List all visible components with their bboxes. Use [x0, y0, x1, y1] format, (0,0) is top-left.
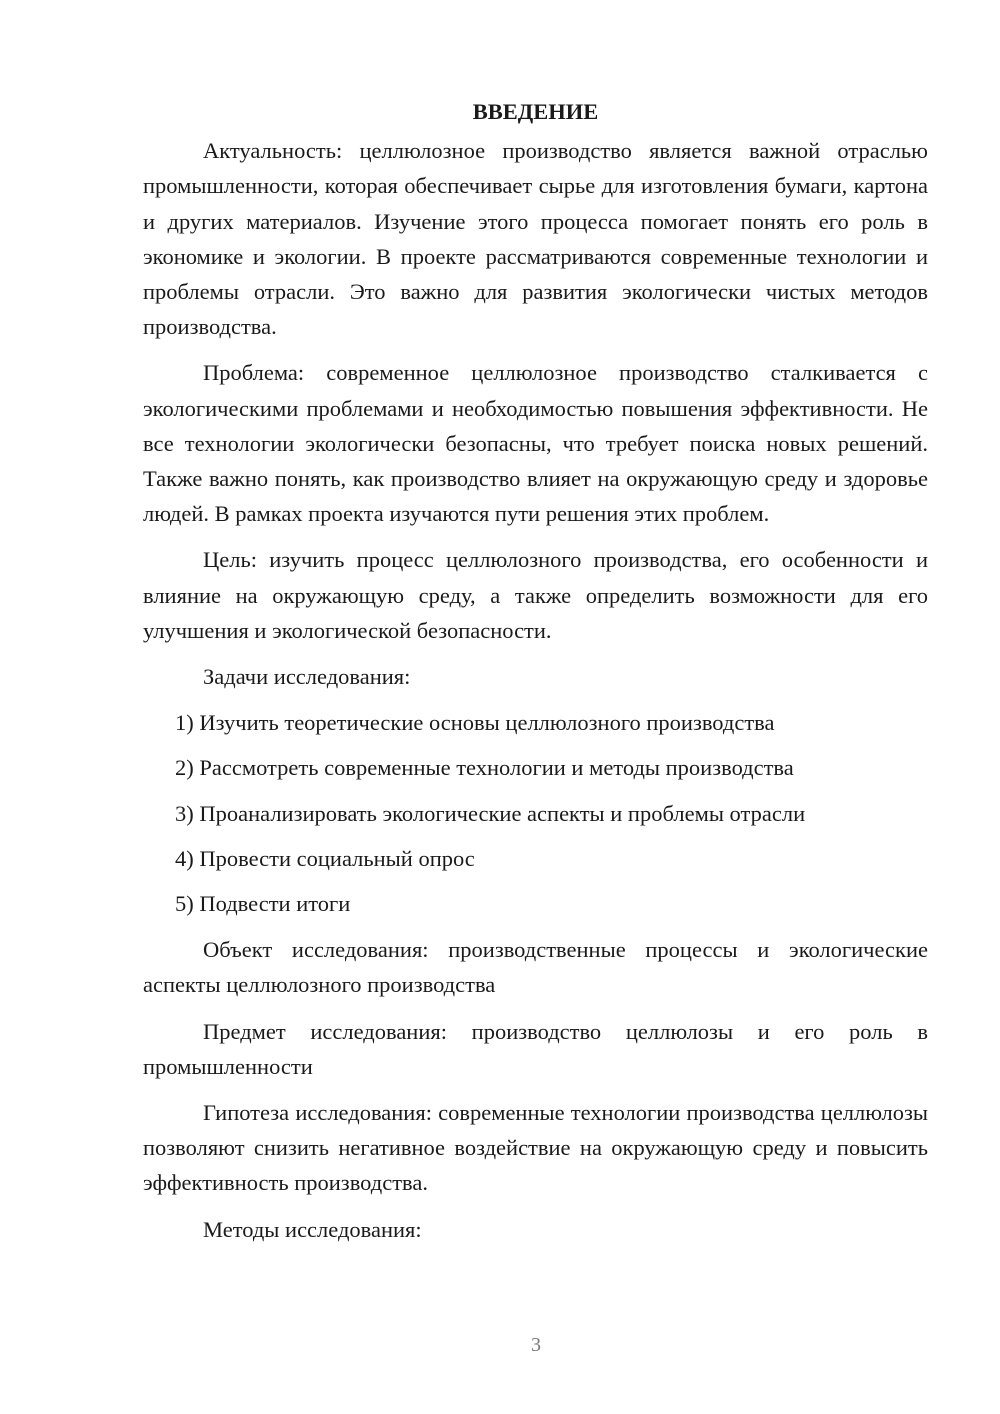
paragraph-problem: Проблема: современное целлюлозное производство сталкивается с экологическими проблемами и необходимостью повышения эффективности. Не все технологии экологически безопасны, что требует поиска новых решений. Также важно понять, как производство влияет на окружающую среду и здоровье людей. В рамках проекта изучаются пути решения этих проблем.: [143, 360, 928, 527]
paragraph-hypothesis: Гипотеза исследования: современные технологии производства целлюлозы позволяют снизить негативное воздействие на окружающую среду и повысить эффективность производства.: [143, 1100, 928, 1196]
list-item: 4) Провести социальный опрос: [175, 845, 475, 871]
methods-heading: Методы исследования:: [203, 1216, 422, 1242]
list-item: 5) Подвести итоги: [175, 891, 351, 917]
paragraph-relevance: Актуальность: целлюлозное производство является важной отраслью промышленности, которая обеспечивает сырье для изготовления бумаги, картона и других материалов. Изучение этого процесса помогает понять его роль в экономике и экологии. В проекте рассматриваются современные технологии и проблемы отрасли. Это важно для развития экологически чистых методов производства.: [143, 138, 928, 340]
section-title: ВВЕДЕНИЕ: [472, 99, 599, 124]
list-item: 2) Рассмотреть современные технологии и методы производства: [175, 755, 794, 781]
page-number: 3: [531, 1334, 541, 1356]
paragraph-goal: Цель: изучить процесс целлюлозного производства, его особенности и влияние на окружающую среду, а также определить возможности для его улучшения и экологической безопасности.: [143, 547, 928, 643]
paragraph-subject: Предмет исследования: производство целлюлозы и его роль в промышленности: [143, 1018, 928, 1079]
page-content: [143, 94, 928, 1258]
list-item: 1) Изучить теоретические основы целлюлозного производства: [175, 710, 775, 736]
list-item: 3) Проанализировать экологические аспекты и проблемы отрасли: [175, 800, 806, 826]
tasks-list: [143, 705, 928, 921]
paragraph-object: Объект исследования: производственные процессы и экологические аспекты целлюлозного производства: [143, 937, 928, 998]
tasks-heading: Задачи исследования:: [203, 664, 411, 690]
